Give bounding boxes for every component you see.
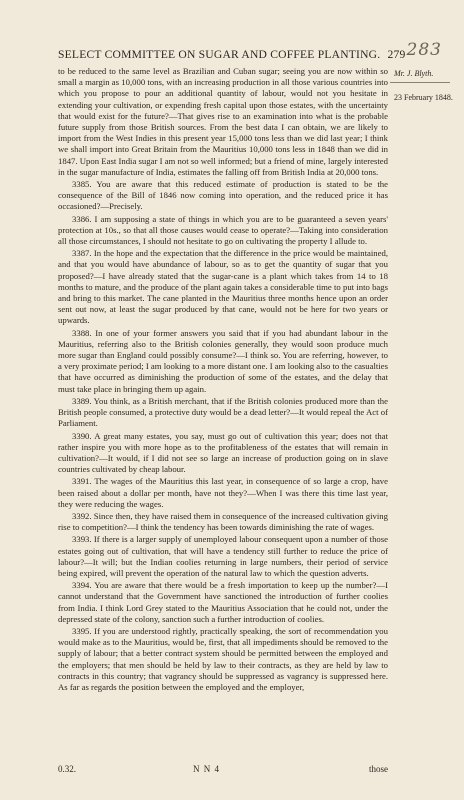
paragraph-3389: 3389. You think, as a British merchant, that if the British colonies produced more than the British people consumed, a protective duty would be a dead letter?—It would repeal the Act of Parliament.	[58, 395, 388, 429]
paragraph-3385: 3385. You are aware that this reduced estimate of production is stated to be the consequence of the Bill of 1846 now coming into operation, and the reduced price it has occasioned?—Precisely.	[58, 179, 388, 212]
paragraph-3386: 3386. I am supposing a state of things in which you are to be guaranteed a seven years' protection at 10s., so that all those causes would cease to operate?—Taking into consideration all those circumstances, I should not hesitate to go on cultivating the property I allude to.	[58, 213, 388, 247]
paragraph-3390: 3390. A great many estates, you say, must go out of cultivation this year; does not that rather inspire you with more hope as to the profitableness of the estates that will remain in cultivation?—It would, if I did not see so large an increase of production going on in slave countries cultivated by cheap labour.	[58, 430, 388, 475]
running-title: SELECT COMMITTEE ON SUGAR AND COFFEE PLANTING.	[58, 48, 381, 61]
page-number: 279	[387, 48, 406, 61]
paragraph-3392: 3392. Since then, they have raised them in consequence of the increased cultivation giving rise to competition?—I think the tendency has been towards diminishing the rate of wages.	[58, 510, 388, 533]
footer-catchword: those	[369, 764, 388, 774]
paragraph-3394: 3394. You are aware that there would be a fresh importation to keep up the number?—I cannot understand that the Government have sanctioned the introduction of further coolies from India. I think Lord Grey stated to the Mauritius Association that he could not, under the depressed state of the colony, sanction such a further introduction of coolies.	[58, 580, 388, 624]
margin-rule	[390, 82, 450, 83]
footer-signature-left: 0.32.	[58, 764, 76, 774]
paragraph-3388: 3388. In one of your former answers you said that if you had abundant labour in the Mauritius, referring also to the British colonies generally, they would soon produce much more sugar than England could possibly consume?—I think so. You are referring, however, to a very proximate period; I am looking to a more distant one. I am looking also to the casualties that have occurred as diminishing the production of some of the estates, and the delay that must take place in bringing them up again.	[58, 327, 388, 394]
footer-signature-mark: N N 4	[193, 764, 220, 774]
paragraph-3395: 3395. If you are understood rightly, practically speaking, the sort of recommendation you would make as to the Mauritius, would be, first, that all impediments should be removed to the supply of labour; that a better contract system should be permitted between the employed and the employers; that men should be held by law to their contracts, as they are held by law to contracts in this country; that vagrancy should be suppressed as vagrancy is suppressed here. As far as regards the position between the employed and the employer,	[58, 625, 388, 692]
paragraph-3393: 3393. If there is a larger supply of unemployed labour consequent upon a number of those estates going out of cultivation, that will have a tendency still further to reduce the price of labour?—It will; but the Indian coolies returning in large numbers, their period of service being expired, will prevent the operation of the natural law to which the question adverts.	[58, 534, 388, 578]
running-header	[58, 48, 406, 61]
margin-witness-name: Mr. J. Blyth.	[394, 69, 434, 78]
paragraph-3391: 3391. The wages of the Mauritius this last year, in consequence of so large a crop, have been raised about a dollar per month, have not they?—When I was there this time last year, they were reducing the wages.	[58, 476, 388, 509]
margin-date: 23 February 1848.	[394, 93, 453, 102]
handwritten-folio-number: 283	[406, 40, 442, 60]
body-text	[58, 66, 388, 693]
paragraph-3387: 3387. In the hope and the expectation that the difference in the price would be maintained, and that you would have abundance of labour, so as to get the quantity of sugar that you proposed?—I have already stated that the sugar-cane is a plant which takes from 14 to 18 months to mature, and the produce of the plant again takes a considerable time to put into bags and bring to this market. The cane planted in the Mauritius three months hence upon an order sent out now, at least the sugar produced by that cane, would not be here for two years or upwards.	[58, 248, 388, 326]
paragraph-continuation: to be reduced to the same level as Brazilian and Cuban sugar; seeing you are now within so small a margin as 10,000 tons, with an increasing production in all those various countries into which you propose to pour an additional quantity of labour, would not you hesitate in extending your cultivation, or expending fresh capital upon those estates, with the uncertainty that would exist for the future?—That gives rise to an examination into what is the probable future supply from those British sources. From the best data I can obtain, we are likely to import from the West Indies in this present year 15,000 tons less than we did last year; I think we shall import into Great Britain from the Mauritius 10,000 tons less in 1848 than we did in 1847. Upon East India sugar I am not so well informed; but a friend of mine, largely interested in the sugar manufacture of India, estimates the falling off from British India at 20,000 tons.	[58, 66, 388, 177]
